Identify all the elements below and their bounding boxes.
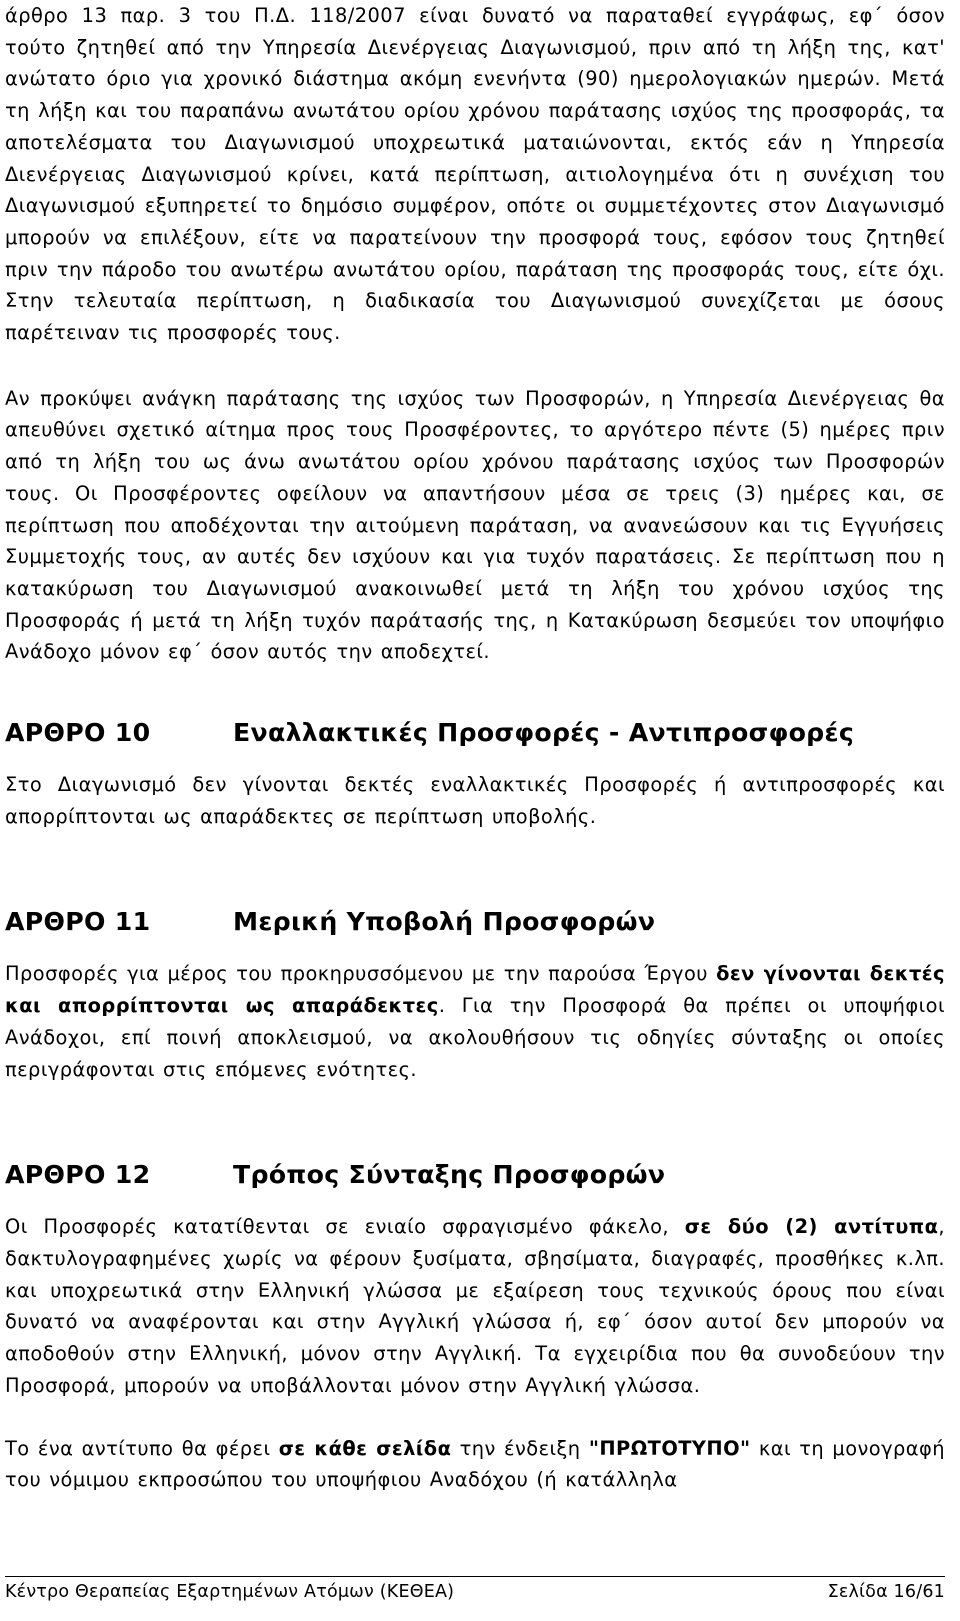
article-12-heading <box>5 1160 945 1189</box>
article-10-number: ΑΡΘΡΟ 10 <box>5 718 151 748</box>
article-12-paragraph-1 <box>5 1211 945 1401</box>
article-10-text: Στο Διαγωνισμό δεν γίνονται δεκτές εναλλακτικές Προσφορές ή αντιπροσφορές και απορρίπτονται ως απαράδεκτες σε περίπτωση υποβολής. <box>5 773 945 828</box>
article-11-text-b: . Για την Προσφορά θα πρέπει οι υποψήφιοι Ανάδοχοι, επί ποινή αποκλεισμού, να ακολουθήσουν τις οδηγίες σύνταξης οι οποίες περιγράφονται στις επόμενες ενότητες. <box>5 994 945 1081</box>
article-12-paragraph-2 <box>5 1433 945 1496</box>
footer-page-number: Σελίδα 16/61 <box>827 1582 945 1602</box>
article-12-p1-bold: σε δύο (2) αντίτυπα <box>684 1215 939 1239</box>
article-12-p2-bold-1: σε κάθε σελίδα <box>278 1436 452 1460</box>
article-11-text-a: Προσφορές για μέρος του προκηρυσσόμενου με την παρούσα Έργου <box>5 962 717 986</box>
article-11-heading <box>5 907 945 936</box>
article-11-number: ΑΡΘΡΟ 11 <box>5 907 151 937</box>
article-12-title: Τρόπος Σύνταξης Προσφορών <box>233 1160 666 1190</box>
paragraph-extension-request: Αν προκύψει ανάγκη παράτασης της ισχύος των Προσφορών, η Υπηρεσία Διενέργειας θα απευθύνει σχετικό αίτημα προς τους Προσφέροντες, το αργότερο πέντε (5) ημέρες πριν από τη λήξη του ως άνω ανωτάτου ορίου χρόνου παράτασης ισχύος των Προσφορών τους. Οι Προσφέροντες οφείλουν να απαντήσουν μέσα σε τρεις (3) ημέρες και, σε περίπτωση που αποδέχονται την αιτούμενη παράταση, να ανανεώσουν και τις Εγγυήσεις Συμμετοχής τους, αν αυτές δεν ισχύουν και για τυχόν παρατάσεις. Σε περίπτωση που η κατακύρωση του Διαγωνισμού ανακοινωθεί μετά τη λήξη του χρόνου ισχύος της Προσφοράς ή μετά τη λήξη τυχόν παράτασής της, η Κατακύρωση δεσμεύει τον υποψήφιο Ανάδοχο μόνον εφ΄ όσον αυτός την αποδεχτεί. <box>5 386 945 664</box>
article-11-text-bold: δεν γίνονται δεκτές και απορρίπτονται ως απαράδεκτες <box>5 962 945 1018</box>
article-12-number: ΑΡΘΡΟ 12 <box>5 1160 151 1190</box>
article-12-p2-bold-2: "ΠΡΩΤΟΤΥΠΟ" <box>588 1436 751 1460</box>
article-12-p1-a: Οι Προσφορές κατατίθενται σε ενιαίο σφραγισμένο φάκελο, <box>5 1215 685 1239</box>
footer-organization: Κέντρο Θεραπείας Εξαρτημένων Ατόμων (ΚΕΘΕΑ) <box>5 1582 455 1602</box>
article-11-title: Μερική Υποβολή Προσφορών <box>233 907 656 937</box>
article-12-p2-a: Το ένα αντίτυπο θα φέρει <box>5 1436 279 1460</box>
article-10-title: Εναλλακτικές Προσφορές - Αντιπροσφορές <box>233 718 855 748</box>
article-12-p2-b: την ένδειξη <box>451 1436 589 1460</box>
paragraph-extension: άρθρο 13 παρ. 3 του Π.Δ. 118/2007 είναι δυνατό να παραταθεί εγγράφως, εφ΄ όσον τούτο ζητηθεί από την Υπηρεσία Διενέργειας Διαγωνισμού, πριν από τη λήξη της, κατ' ανώτατο όριο για χρονικό διάστημα ακόμη ενενήντα (90) ημερολογιακών ημερών. Μετά τη λήξη και του παραπάνω ανωτάτου ορίου χρόνου παράτασης ισχύος της προσφοράς, τα αποτελέσματα του Διαγωνισμού υποχρεωτικά ματαιώνονται, εκτός εάν η Υπηρεσία Διενέργειας Διαγωνισμού κρίνει, κατά περίπτωση, αιτιολογημένα ότι η συνέχιση του Διαγωνισμού εξυπηρετεί το δημόσιο συμφέρον, οπότε οι συμμετέχοντες στον Διαγωνισμό μπορούν να επιλέξουν, είτε να παρατείνουν την προσφορά τους, εφόσον τους ζητηθεί πριν την πάροδο του ανωτέρω ανωτάτου ορίου, παράταση της προσφοράς τους, είτε όχι. Στην τελευταία περίπτωση, η διαδικασία του Διαγωνισμού συνεχίζεται με όσους παρέτειναν τις προσφορές τους. <box>5 4 945 345</box>
article-11-text <box>5 958 945 1085</box>
document-page <box>5 0 945 1496</box>
article-10-heading <box>5 718 945 747</box>
article-12-p2-c: και τη μονογραφή του νόμιμου εκπροσώπου του υποψήφιου Αναδόχου (ή κατάλληλα <box>5 1436 946 1492</box>
article-12-p1-b: , δακτυλογραφημένες χωρίς να φέρουν ξυσίματα, σβησίματα, διαγραφές, προσθήκες κ.λπ. και υποχρεωτικά στην Ελληνική γλώσσα με εξαίρεση τους τεχνικούς όρους που είναι δυνατό να αναφέρονται και στην Αγγλική γλώσσα ή, εφ΄ όσον αυτοί δεν μπορούν να αποδοθούν στην Ελληνική, μόνον στην Αγγλική. Τα εγχειρίδια που θα συνοδεύουν την Προσφορά, μπορούν να υποβάλλονται μόνον στην Αγγλική γλώσσα. <box>5 1215 945 1397</box>
page-footer <box>5 1576 945 1604</box>
